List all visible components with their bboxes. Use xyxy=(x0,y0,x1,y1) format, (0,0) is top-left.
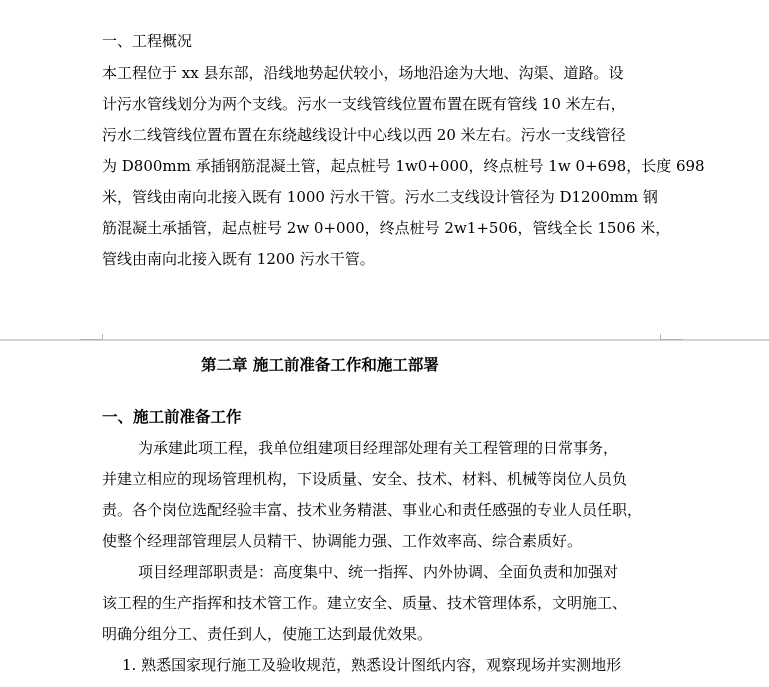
paragraph-line: 为 D800mm 承插钢筋混凝土管，起点桩号 1w0+000，终点桩号 1w 0+698，长度 698 xyxy=(102,157,705,175)
paragraph-line: 责。各个岗位选配经验丰富、技术业务精湛、事业心和责任感强的专业人员任职， xyxy=(102,501,643,519)
paragraph-line: 本工程位于 xx 县东部，沿线地势起伏较小，场地沿途为大地、沟渠、道路。设 xyxy=(102,64,624,82)
document-page-2 xyxy=(0,341,769,687)
paragraph-line: 污水二线管线位置布置在东绕越线设计中心线以西 20 米左右。污水一支线管径 xyxy=(102,126,626,144)
section-heading-preparation: 一、施工前准备工作 xyxy=(102,407,242,426)
paragraph-line: 该工程的生产指挥和技术管工作。建立安全、质量、技术管理体系，文明施工、 xyxy=(102,594,628,612)
paragraph-line: 明确分组分工、责任到人，使施工达到最优效果。 xyxy=(102,625,433,643)
chapter-title: 第二章 施工前准备工作和施工部署 xyxy=(201,355,439,374)
margin-marker xyxy=(660,334,683,340)
paragraph-line: 管线由南向北接入既有 1200 污水干管。 xyxy=(102,250,375,268)
section-heading-project-overview: 一、工程概况 xyxy=(102,32,193,50)
paragraph-line: 计污水管线划分为两个支线。污水一支线管线位置布置在既有管线 10 米左右， xyxy=(102,95,626,113)
paragraph-line: 使整个经理部管理层人员精干、协调能力强、工作效率高、综合素质好。 xyxy=(102,532,583,550)
document-page-1 xyxy=(0,0,769,340)
paragraph-line: 为承建此项工程，我单位组建项目经理部处理有关工程管理的日常事务， xyxy=(138,439,619,457)
paragraph-line: 并建立相应的现场管理机构，下设质量、安全、技术、材料、机械等岗位人员负 xyxy=(102,470,628,488)
paragraph-line: 筋混凝土承插管，起点桩号 2w 0+000，终点桩号 2w1+506，管线全长 1506 米， xyxy=(102,219,671,237)
paragraph-line: 项目经理部职责是：高度集中、统一指挥、内外协调、全面负责和加强对 xyxy=(138,563,619,581)
margin-marker xyxy=(80,334,103,340)
paragraph-line: 米，管线由南向北接入既有 1000 污水干管。污水二支线设计管径为 D1200mm 钢 xyxy=(102,188,658,206)
numbered-list-item: 1. 熟悉国家现行施工及验收规范，熟悉设计图纸内容，观察现场并实测地形 xyxy=(122,656,622,674)
